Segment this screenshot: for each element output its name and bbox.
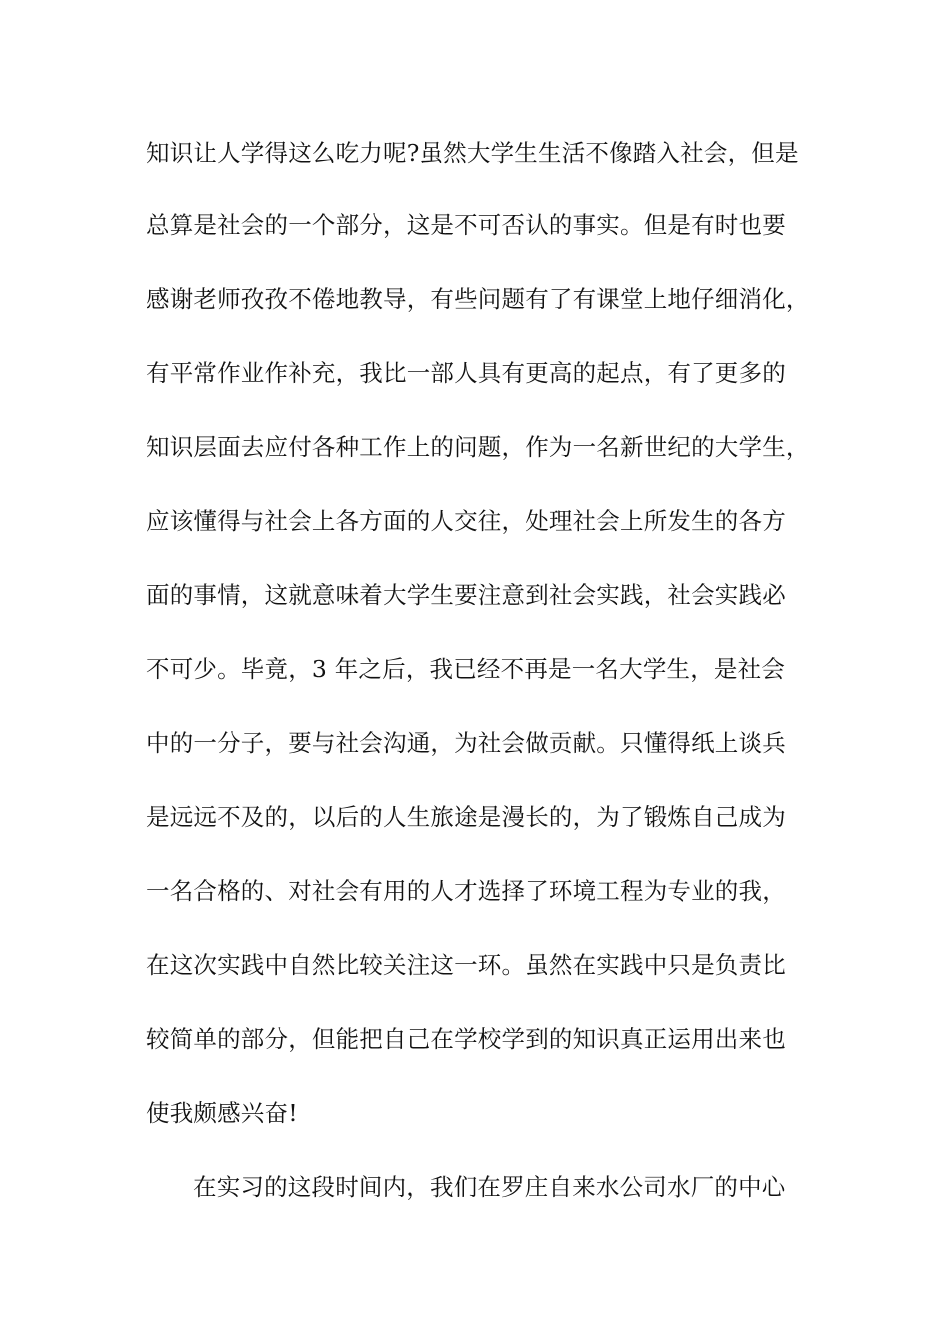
text-line-11: 一名合格的、对社会有用的人才选择了环境工程为专业的我， — [146, 877, 786, 905]
text-line-8: 不可少。毕竟，3 年之后，我已经不再是一名大学生，是社会 — [146, 655, 786, 683]
text-line-9: 中的一分子，要与社会沟通，为社会做贡献。只懂得纸上谈兵 — [146, 729, 786, 757]
text-line-14: 使我颇感兴奋! — [146, 1099, 298, 1127]
text-line-10: 是远远不及的，以后的人生旅途是漫长的，为了锻炼自己成为 — [146, 803, 786, 831]
text-line-6: 应该懂得与社会上各方面的人交往，处理社会上所发生的各方 — [146, 507, 786, 535]
text-line-5: 知识层面去应付各种工作上的问题，作为一名新世纪的大学生， — [146, 433, 810, 461]
text-line-7: 面的事情，这就意味着大学生要注意到社会实践，社会实践必 — [146, 581, 786, 609]
text-line-15-paragraph-start: 在实习的这段时间内，我们在罗庄自来水公司水厂的中心 — [193, 1173, 786, 1201]
text-line-4: 有平常作业作补充，我比一部人具有更高的起点，有了更多的 — [146, 359, 786, 387]
text-line-1: 知识让人学得这么吃力呢?虽然大学生生活不像踏入社会，但是 — [146, 139, 799, 167]
text-line-13: 较简单的部分，但能把自己在学校学到的知识真正运用出来也 — [146, 1025, 786, 1053]
text-line-2: 总算是社会的一个部分，这是不可否认的事实。但是有时也要 — [146, 211, 786, 239]
text-line-3: 感谢老师孜孜不倦地教导，有些问题有了有课堂上地仔细消化， — [146, 285, 810, 313]
text-line-12: 在这次实践中自然比较关注这一环。虽然在实践中只是负责比 — [146, 951, 786, 979]
